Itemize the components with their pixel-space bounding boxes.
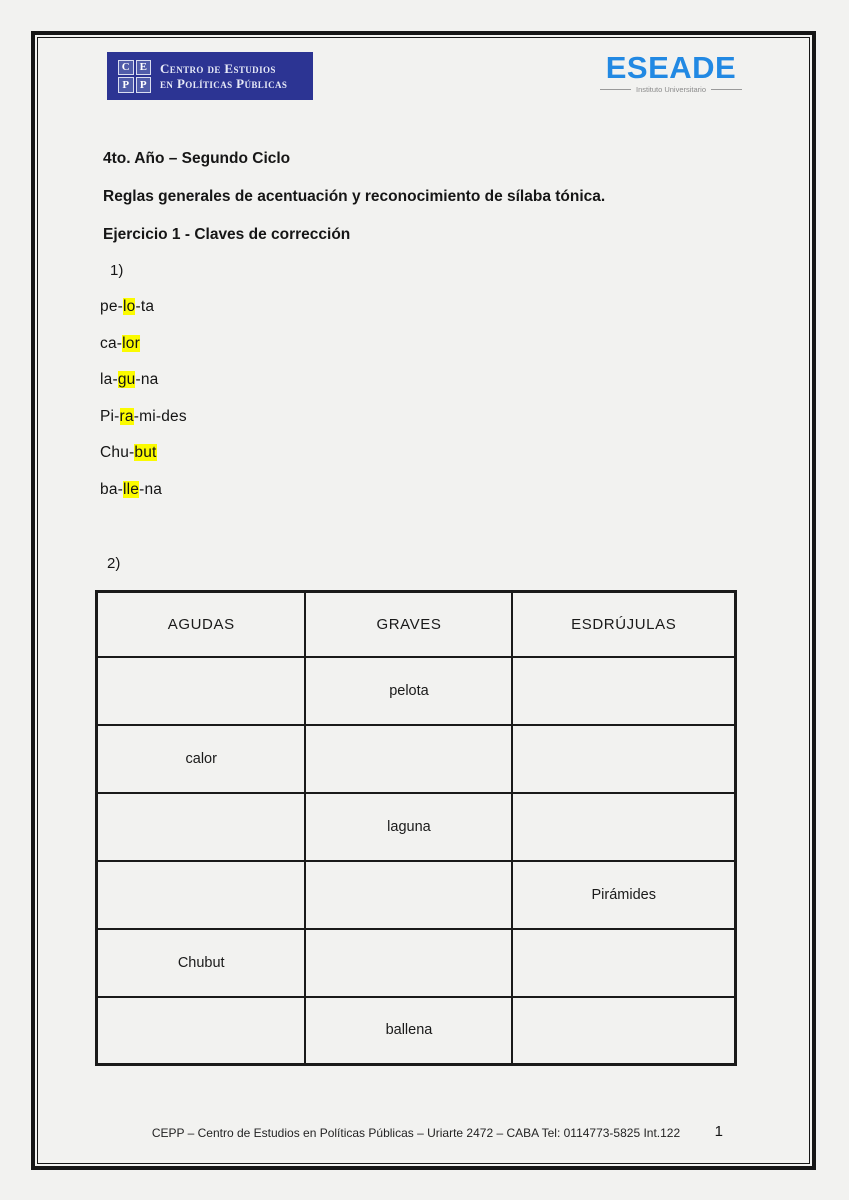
table-cell bbox=[305, 929, 512, 997]
footer-text: CEPP – Centro de Estudios en Políticas Públicas – Uriarte 2472 – CABA Tel: 0114773-5825 Int.122 bbox=[151, 1126, 681, 1140]
exercise1-label: 1) bbox=[110, 262, 124, 279]
eseade-logo-subtitle bbox=[600, 85, 742, 94]
table-row bbox=[97, 657, 736, 725]
cepp-grid-letter: P bbox=[118, 77, 134, 93]
table-body bbox=[97, 657, 736, 1065]
word-segment: -ta bbox=[135, 298, 155, 315]
doc-title-grade: 4to. Año – Segundo Ciclo bbox=[103, 150, 291, 167]
table-header-cell: AGUDAS bbox=[97, 592, 306, 657]
cepp-logo-text bbox=[160, 61, 287, 92]
syllable-word bbox=[100, 481, 162, 499]
subtitle-rule-left bbox=[600, 89, 631, 90]
table-header-row bbox=[97, 592, 736, 657]
word-list bbox=[100, 298, 420, 528]
table-cell: Pirámides bbox=[512, 861, 735, 929]
page-frame bbox=[31, 31, 816, 1170]
eseade-logo bbox=[600, 50, 742, 94]
subtitle-rule-right bbox=[711, 89, 742, 90]
highlighted-syllable: gu bbox=[117, 371, 136, 388]
table-cell: pelota bbox=[305, 657, 512, 725]
table-cell bbox=[97, 997, 306, 1065]
table-cell bbox=[512, 657, 735, 725]
page-inner-border bbox=[37, 37, 810, 1164]
word-segment: -na bbox=[135, 371, 159, 388]
syllable-word bbox=[100, 371, 159, 389]
cepp-grid-letter: P bbox=[136, 77, 152, 93]
cepp-logo bbox=[107, 52, 313, 100]
syllable-word bbox=[100, 444, 157, 462]
table-cell bbox=[512, 929, 735, 997]
table-row bbox=[97, 997, 736, 1065]
doc-title-topic: Reglas generales de acentuación y reconocimiento de sílaba tónica. bbox=[103, 188, 606, 205]
table-row bbox=[97, 793, 736, 861]
table-head bbox=[97, 592, 736, 657]
table-row bbox=[97, 861, 736, 929]
cepp-logo-line2: en Políticas Públicas bbox=[160, 76, 288, 91]
word-segment: -na bbox=[139, 480, 163, 498]
cepp-grid-letter: C bbox=[118, 60, 134, 76]
eseade-logo-wordmark: ESEADE bbox=[605, 50, 737, 85]
syllable-word bbox=[100, 408, 187, 426]
table-cell bbox=[97, 657, 306, 725]
syllable-word bbox=[100, 298, 154, 316]
table-row bbox=[97, 929, 736, 997]
table-cell: ballena bbox=[305, 997, 512, 1065]
table-cell: laguna bbox=[305, 793, 512, 861]
word-segment: Pi- bbox=[100, 407, 120, 425]
table-cell bbox=[305, 725, 512, 793]
word-segment: pe- bbox=[100, 298, 124, 315]
eseade-subtitle-text: Instituto Universitario bbox=[635, 85, 707, 94]
table-header-cell: GRAVES bbox=[305, 592, 512, 657]
table-header-cell: ESDRÚJULAS bbox=[512, 592, 735, 657]
table-cell bbox=[512, 793, 735, 861]
doc-title-exercise: Ejercicio 1 - Claves de corrección bbox=[103, 226, 351, 243]
exercise2-label: 2) bbox=[107, 555, 121, 572]
page-footer bbox=[95, 1123, 737, 1140]
table-cell: calor bbox=[97, 725, 306, 793]
table-cell bbox=[97, 861, 306, 929]
syllable-word bbox=[100, 335, 140, 353]
table-row bbox=[97, 725, 736, 793]
highlighted-syllable: but bbox=[134, 444, 157, 461]
word-segment: la- bbox=[100, 371, 118, 388]
word-segment: ca- bbox=[100, 334, 123, 352]
word-segment: ba- bbox=[100, 480, 124, 498]
cepp-grid-letter: E bbox=[136, 60, 152, 76]
table-cell bbox=[305, 861, 512, 929]
word-segment: -mi-des bbox=[133, 407, 187, 425]
highlighted-syllable: ra bbox=[119, 407, 134, 425]
cepp-logo-line1: Centro de Estudios bbox=[160, 60, 276, 76]
highlighted-syllable: lle bbox=[123, 480, 140, 498]
word-segment: Chu- bbox=[100, 444, 135, 461]
highlighted-syllable: lo bbox=[123, 298, 136, 315]
table-cell bbox=[512, 997, 735, 1065]
table-cell bbox=[512, 725, 735, 793]
classification-table bbox=[95, 590, 737, 1066]
cepp-logo-icon bbox=[118, 60, 151, 93]
page-number: 1 bbox=[714, 1123, 723, 1140]
table-cell: Chubut bbox=[97, 929, 306, 997]
table-cell bbox=[97, 793, 306, 861]
highlighted-syllable: lor bbox=[122, 334, 140, 352]
